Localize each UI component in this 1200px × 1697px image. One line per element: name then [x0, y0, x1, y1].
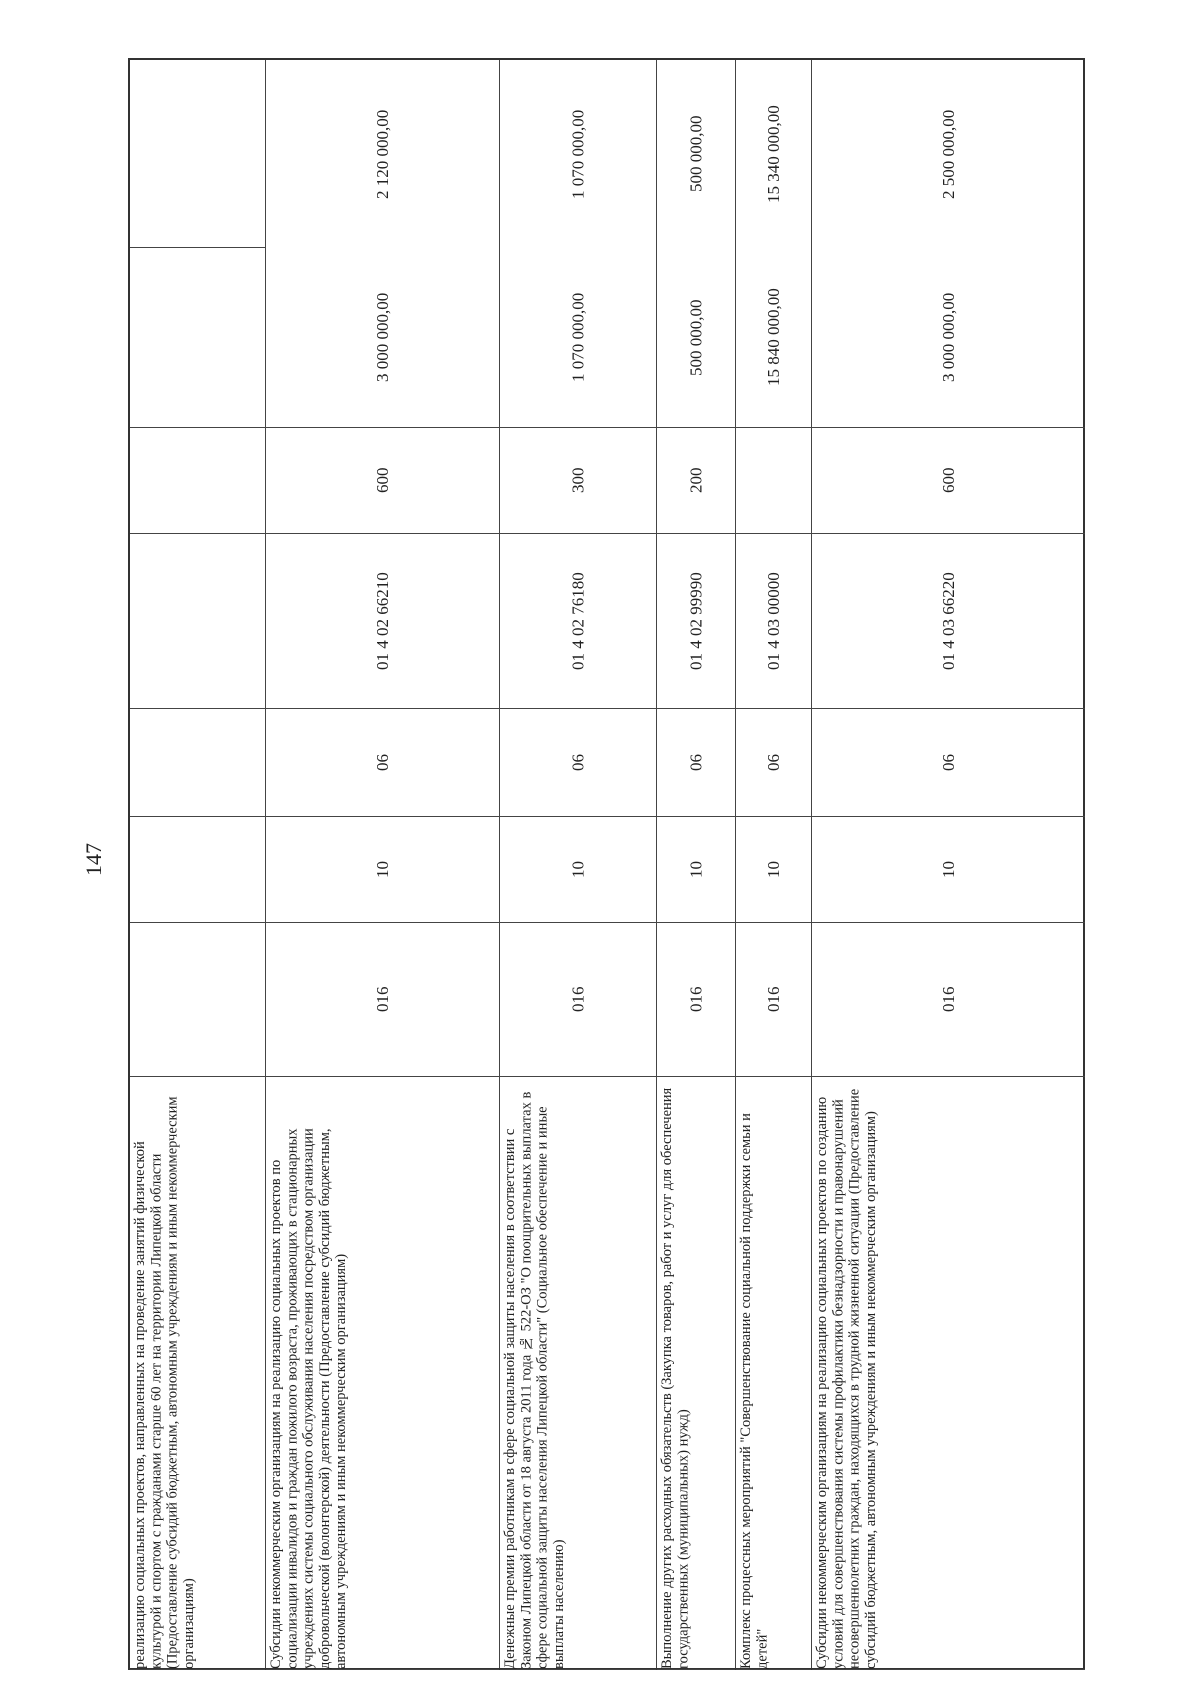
amount-2-cell [657, 60, 735, 248]
amount-2 [130, 59, 265, 247]
amount-1-cell [266, 248, 499, 428]
amount-1-cell [736, 248, 811, 428]
expense-type-code: 200 [686, 467, 706, 494]
amount-2: 500 000,00 [686, 115, 706, 193]
subsection-code: 06 [373, 754, 392, 771]
amount-1: 1 070 000,00 [568, 292, 588, 383]
ministry-code: 016 [373, 986, 392, 1013]
description-text: Субсидии некоммерческим организациям на реализацию социальных проектов по социализации инвалидов и граждан пожилого возраста, проживающих в стационарных учреждениях системы социального обслуживания населения посредством организации добровольческой (волонтерской) деятельности (Предоставление субсидий бюджетным, автономным учреждениям и иным некоммерческим организациям) [268, 1128, 350, 1669]
target-cell [812, 534, 1085, 709]
amount-2-cell [500, 60, 656, 248]
expense-type-code: 600 [373, 467, 392, 494]
description-text: Выполнение других расходных обязательств (Закупка товаров, работ и услуг для обеспечения государственных (муниципальных) нужд) [659, 1087, 692, 1669]
expense-type-code [130, 428, 265, 533]
amount-2: 15 340 000,00 [764, 105, 783, 203]
ministry-cell [130, 923, 265, 1077]
section-cell [130, 817, 265, 923]
subsection-cell [130, 709, 265, 817]
target-article-code: 01 4 03 00000 [764, 572, 783, 670]
subsection-cell [657, 709, 735, 817]
subsection-code: 06 [568, 754, 588, 771]
amount-2-cell [130, 59, 265, 248]
expense-type-cell [657, 428, 735, 534]
amount-1-cell [130, 248, 265, 428]
subsection-code: 06 [764, 754, 783, 771]
section-code: 10 [373, 861, 392, 878]
amount-1 [130, 248, 265, 427]
section-code: 10 [568, 861, 588, 878]
amount-2-cell [266, 60, 499, 248]
target-article-code: 01 4 02 66210 [373, 572, 392, 670]
target-cell [266, 534, 499, 709]
description-cell [812, 1077, 1085, 1670]
description-cell [266, 1077, 499, 1670]
ministry-cell [500, 923, 656, 1077]
description-cell [736, 1077, 811, 1670]
target-article-code: 01 4 02 76180 [568, 572, 588, 670]
subsection-code: 06 [686, 754, 706, 771]
expense-type-code [736, 428, 811, 533]
table-row [812, 60, 1085, 1668]
amount-1: 500 000,00 [686, 299, 706, 376]
section-cell [736, 817, 811, 923]
subsection-code [130, 709, 265, 816]
table-row [500, 60, 657, 1668]
amount-1: 3 000 000,00 [373, 292, 392, 383]
description-text: Комплекс процессных мероприятий "Совершенствование социальной поддержки семьи и детей" [738, 1113, 771, 1669]
amount-1: 15 840 000,00 [764, 288, 783, 387]
section-code: 10 [939, 861, 958, 878]
section-cell [266, 817, 499, 923]
description-text: Денежные премии работникам в сфере социальной защиты населения в соответствии с Законом Липецкой области от 18 августа 2011 года № 522-ОЗ "О поощрительных выплатах в сфере социальной защиты населения Липецкой области" (Социальное обеспечение и иные выплаты населению) [502, 1091, 567, 1669]
expense-type-cell [500, 428, 656, 534]
ministry-code: 016 [568, 986, 588, 1013]
amount-1-cell [657, 248, 735, 428]
target-article-code: 01 4 02 99990 [686, 572, 706, 670]
description-text: реализацию социальных проектов, направленных на проведение занятий физической культурой и спортом с гражданами старше 60 лет на территории Липецкой области (Предоставление субсидий бюджетным, автономным учреждениям и иным некоммерческим организациям) [132, 1096, 197, 1669]
section-cell [500, 817, 656, 923]
page-number: 147 [81, 843, 106, 877]
ministry-cell [812, 923, 1085, 1077]
ministry-code: 016 [764, 986, 783, 1013]
ministry-code: 016 [939, 986, 958, 1013]
amount-2-cell [736, 60, 811, 248]
amount-1-cell [812, 248, 1085, 428]
subsection-code: 06 [939, 754, 958, 771]
expense-type-cell [266, 428, 499, 534]
ministry-cell [657, 923, 735, 1077]
section-code: 10 [686, 861, 706, 878]
table-row [130, 60, 266, 1668]
section-cell [812, 817, 1085, 923]
budget-table [128, 58, 1085, 1670]
section-code: 10 [764, 861, 783, 878]
subsection-cell [500, 709, 656, 817]
expense-type-cell [736, 428, 811, 534]
target-article-code [130, 534, 265, 708]
ministry-code: 016 [686, 986, 706, 1013]
subsection-cell [266, 709, 499, 817]
amount-1: 3 000 000,00 [939, 292, 958, 383]
target-cell [736, 534, 811, 709]
subsection-cell [736, 709, 811, 817]
expense-type-cell [130, 428, 265, 534]
description-cell [657, 1077, 735, 1670]
description-text: Субсидии некоммерческим организациям на реализацию социальных проектов по созданию условий для совершенствования системы профилактики безнадзорности и правонарушений несовершеннолетних граждан, находящихся в трудной жизненной ситуации (Предоставление субсидий бюджетным, автономным учреждениям и иным некоммерческим организациям) [814, 1088, 879, 1669]
ministry-cell [736, 923, 811, 1077]
expense-type-code: 600 [939, 467, 958, 494]
expense-type-code: 300 [568, 467, 588, 494]
target-cell [130, 534, 265, 709]
target-cell [500, 534, 656, 709]
amount-1-cell [500, 248, 656, 428]
target-cell [657, 534, 735, 709]
amount-2: 1 070 000,00 [568, 109, 588, 199]
section-code [130, 817, 265, 922]
section-cell [657, 817, 735, 923]
subsection-cell [812, 709, 1085, 817]
table-row [657, 60, 736, 1668]
description-cell [130, 1077, 265, 1670]
expense-type-cell [812, 428, 1085, 534]
ministry-code [130, 923, 265, 1076]
ministry-cell [266, 923, 499, 1077]
amount-2: 2 500 000,00 [939, 109, 958, 199]
target-article-code: 01 4 03 66220 [939, 572, 958, 670]
table-row [736, 60, 812, 1668]
table-row [266, 60, 500, 1668]
description-cell [500, 1077, 656, 1670]
amount-2-cell [812, 60, 1085, 248]
amount-2: 2 120 000,00 [373, 109, 392, 199]
